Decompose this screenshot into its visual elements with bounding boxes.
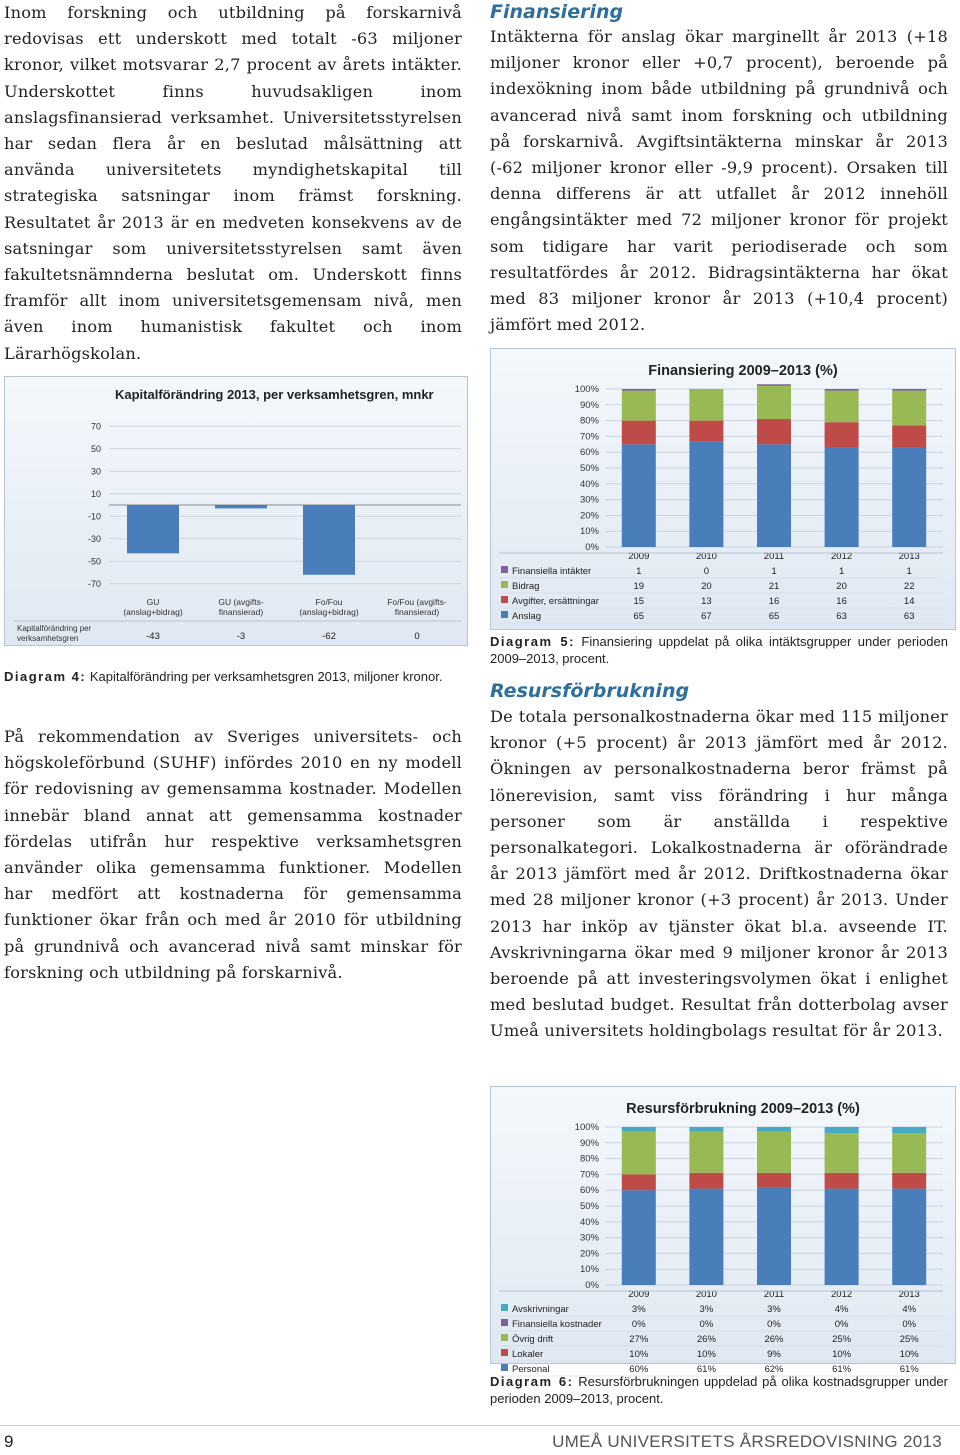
caption-diagram-4 [4, 668, 462, 685]
bar-segment-3-2 [757, 1173, 791, 1187]
data-value-label: -3 [236, 631, 246, 642]
y-tick-label: 30% [579, 494, 599, 506]
chart-title: Finansiering 2009–2013 (%) [648, 363, 838, 379]
y-tick-label: 100% [574, 1122, 599, 1133]
x-category-label: 2012 [831, 1289, 853, 1300]
y-tick-label: 20% [579, 510, 599, 522]
bar-segment-2-4 [892, 425, 926, 447]
table-cell: 10% [899, 1349, 919, 1360]
bar-segment-2-0 [622, 421, 656, 445]
x-category-label: finansierad) [394, 607, 440, 617]
heading-resursforbrukning: Resursförbrukning [490, 680, 690, 702]
caption-diagram-4-text: Kapitalförändring per verksamhetsgren 2013, miljoner kronor. [89, 669, 443, 684]
x-category-label: 2011 [763, 551, 785, 562]
y-tick-label: 80% [579, 415, 599, 427]
caption-diagram-6-text: Resursförbrukningen uppdelad på olika kostnadsgrupper under perioden 2009–2013, procent. [490, 1374, 948, 1406]
table-cell: 19 [633, 581, 645, 592]
y-tick-label: 0% [585, 1280, 599, 1291]
bar-segment-3-2 [757, 444, 791, 547]
bar-segment-2-1 [689, 421, 723, 442]
y-tick-label: 20% [579, 1248, 599, 1260]
x-category-label: 2012 [831, 551, 853, 562]
y-tick-label: 40% [579, 1216, 599, 1228]
bar-segment-3-0 [622, 444, 656, 547]
y-tick-label: 10% [579, 1264, 599, 1276]
chart-title: Resursförbrukning 2009–2013 (%) [626, 1101, 860, 1117]
y-tick-label: 90% [579, 399, 599, 411]
chart-finansiering [490, 348, 956, 630]
y-tick-label: 50% [579, 1201, 599, 1212]
legend-label: Avgifter, ersättningar [512, 596, 599, 607]
bar-segment-3-3 [825, 1173, 859, 1189]
table-cell: 22 [903, 581, 915, 592]
table-cell: 4% [834, 1304, 849, 1315]
table-cell: 63 [836, 611, 847, 622]
table-cell: 1 [838, 566, 845, 577]
table-cell: 3% [699, 1304, 714, 1315]
bar-kapital-0 [127, 505, 179, 553]
table-cell: 60% [629, 1364, 649, 1375]
legend-label: Finansiella kostnader [512, 1319, 602, 1330]
x-category-label: 2011 [763, 1289, 785, 1300]
table-cell: 15 [633, 596, 645, 607]
x-category-label: Fo/Fou (avgifts- [387, 597, 447, 607]
table-cell: 21 [768, 581, 780, 592]
table-cell: 0% [767, 1319, 781, 1330]
table-cell: 63 [903, 611, 915, 622]
bar-segment-2-2 [757, 1132, 791, 1173]
y-tick-label: 100% [574, 384, 599, 395]
y-tick-label: 30 [90, 466, 101, 477]
caption-diagram-6 [490, 1373, 948, 1407]
chart-resurs-svg [491, 1087, 955, 1375]
bar-segment-1-3 [825, 391, 859, 423]
heading-finansiering: Finansiering [490, 1, 624, 23]
chart-resursforbrukning [490, 1086, 956, 1375]
caption-diagram-5 [490, 633, 948, 667]
table-cell: 0% [699, 1319, 714, 1330]
table-cell: 1 [636, 566, 642, 577]
y-tick-label: 50% [579, 463, 599, 474]
bar-segment-3-1 [689, 441, 723, 547]
table-cell: 61% [832, 1364, 852, 1375]
bar-segment-2-3 [825, 1133, 859, 1173]
legend-swatch [501, 596, 508, 603]
caption-diagram-5-label: Diagram 5: [490, 634, 575, 649]
table-cell: 61% [899, 1364, 919, 1375]
y-tick-label: 90% [579, 1137, 599, 1149]
y-tick-label: -50 [87, 556, 101, 567]
legend-label: Övrig drift [512, 1334, 554, 1345]
bar-segment-0-3 [825, 389, 859, 391]
x-category-label: (anslag+bidrag) [299, 607, 359, 617]
bar-segment-0-0 [622, 1127, 656, 1132]
y-tick-label: 50 [90, 443, 101, 454]
bar-segment-1-2 [757, 386, 791, 419]
legend-label: Avskrivningar [512, 1304, 569, 1315]
y-tick-label: 10 [90, 488, 101, 499]
x-category-label: 2010 [695, 551, 717, 562]
table-cell: 65 [768, 611, 780, 622]
legend-label: Anslag [512, 611, 542, 622]
bar-kapital-1 [215, 505, 267, 508]
y-tick-label: -30 [87, 533, 101, 544]
table-cell: 14 [903, 596, 915, 607]
table-cell: 0% [902, 1319, 917, 1330]
table-cell: 26% [764, 1334, 784, 1345]
legend-label: Lokaler [512, 1349, 544, 1360]
bar-segment-1-1 [689, 389, 723, 421]
table-cell: 26% [696, 1334, 716, 1345]
table-cell: 0% [631, 1319, 646, 1330]
y-tick-label: 60% [579, 447, 599, 459]
y-tick-label: 40% [579, 478, 599, 490]
chart-kapitalforandring [4, 376, 468, 646]
table-cell: 10% [629, 1349, 649, 1360]
bar-segment-4-3 [825, 1189, 859, 1285]
x-category-label: GU [146, 597, 160, 607]
legend-label: Bidrag [512, 581, 540, 592]
x-category-label: finansierad) [218, 607, 264, 617]
bar-segment-3-1 [689, 1173, 723, 1189]
bar-segment-0-2 [757, 384, 791, 386]
legend-swatch [501, 1349, 508, 1356]
paragraph-finansiering: Intäkterna för anslag ökar marginellt år 2013 (+18 miljoner kronor eller +0,7 procent), beroende på indexökning inom både utbildning på grundnivå och avancerad nivå samt inom forskning och utbildning på forskarnivå. Avgiftsintäkterna minskar år 2013 (-62 miljoner kronor eller -9,9 procent). Orsaken till denna differens är att utfallet år 2012 innehöll engångsintäkter med 72 miljoner kronor för projekt som tidigare har varit periodiserade och som resultatfördes år 2012. Bidragsintäkterna har ökat med 83 miljoner kronor år 2013 (+10,4 procent) jämfört med 2012. [490, 27, 948, 335]
data-value-label: -62 [322, 631, 336, 642]
paragraph-suhf-model: På rekommendation av Sveriges universitets- och högskoleförbund (SUHF) infördes 2010 en ny modell för redovisning av gemensamma kostnader. Modellen innebär bland annat att gemensamma kostnader fördelas utifrån hur respektive verksamhetsgren använder olika gemensamma funktioner. Modellen har medfört att kostnaderna för gemensamma funktioner ökar från och med år 2010 för utbildning på grundnivå och avancerad nivå samt minskar för forskning och utbildning på forskarnivå. [4, 727, 462, 982]
bar-segment-2-4 [892, 1133, 926, 1173]
y-tick-label: -10 [87, 511, 101, 522]
table-cell: 9% [767, 1349, 781, 1360]
table-cell: 61% [696, 1364, 716, 1375]
bar-segment-4-1 [689, 1189, 723, 1285]
y-tick-label: 70% [579, 431, 599, 443]
page-number: 9 [4, 1432, 14, 1451]
y-tick-label: 30% [579, 1232, 599, 1244]
caption-diagram-4-label: Diagram 4: [4, 669, 87, 684]
legend-label: Finansiella intäkter [512, 566, 592, 577]
data-value-label: -43 [146, 631, 160, 642]
table-cell: 65 [633, 611, 645, 622]
table-cell: 13 [701, 596, 712, 607]
table-cell: 3% [767, 1304, 781, 1315]
table-cell: 3% [631, 1304, 646, 1315]
y-tick-label: 60% [579, 1185, 599, 1197]
bar-segment-4-4 [892, 1189, 926, 1285]
table-cell: 1 [906, 566, 912, 577]
bar-segment-2-1 [689, 1132, 723, 1173]
bar-kapital-2 [303, 505, 355, 575]
bar-segment-4-2 [757, 1187, 791, 1285]
bar-segment-0-2 [757, 1127, 791, 1132]
x-category-label: 2009 [628, 551, 650, 562]
x-category-label: 2013 [898, 551, 920, 562]
table-cell: 4% [902, 1304, 917, 1315]
bar-segment-3-4 [892, 447, 926, 547]
caption-diagram-6-label: Diagram 6: [490, 1374, 574, 1389]
paragraph-capital-change: Inom forskning och utbildning på forskarnivå redovisas ett underskott med totalt -63 miljoner kronor, vilket motsvarar 2,7 procent av årets intäkter. Underskottet finns huvudsakligen inom anslagsfinansierad verksamhet. Universitetsstyrelsen har sedan flera år en beslutad målsättning att använda universitetets myndighetskapital till strategiska satsningar inom främst forskning. Resultatet år 2013 är en medveten konsekvens av de satsningar som universitetsstyrelsen samt även fakultetsnämnderna beslutat om. Underskott finns framför allt inom universitetsgemensam nivå, men även inom humanistisk fakultet och inom Lärarhögskolan. [4, 3, 462, 363]
bar-segment-1-0 [622, 391, 656, 421]
table-cell: 0% [834, 1319, 849, 1330]
x-category-label: 2013 [898, 1289, 920, 1300]
bar-segment-3-4 [892, 1173, 926, 1189]
legend-swatch [501, 1364, 508, 1371]
footer-divider [0, 1425, 960, 1426]
chart-title: Kapitalförändring 2013, per verksamhetsgren, mnkr [115, 387, 434, 402]
legend-swatch [501, 581, 508, 588]
table-row-header: verksamhetsgren [17, 634, 79, 643]
y-tick-label: 80% [579, 1153, 599, 1165]
y-tick-label: 10% [579, 526, 599, 538]
table-cell: 25% [899, 1334, 919, 1345]
bar-segment-2-3 [825, 422, 859, 447]
y-tick-label: 70 [90, 421, 101, 432]
data-value-label: 0 [414, 631, 420, 642]
table-cell: 27% [629, 1334, 649, 1345]
x-category-label: GU (avgifts- [218, 597, 264, 607]
bar-segment-0-3 [825, 1127, 859, 1133]
bar-segment-2-0 [622, 1132, 656, 1175]
chart-finansiering-svg [491, 349, 955, 629]
table-cell: 10% [832, 1349, 852, 1360]
bar-segment-0-0 [622, 389, 656, 391]
table-cell: 67 [701, 611, 712, 622]
table-cell: 20 [701, 581, 712, 592]
legend-swatch [501, 1319, 508, 1326]
table-cell: 0 [703, 566, 710, 577]
x-category-label: 2010 [695, 1289, 717, 1300]
legend-swatch [501, 611, 508, 618]
chart-kapital-svg [5, 377, 467, 645]
legend-swatch [501, 566, 508, 573]
table-cell: 25% [832, 1334, 852, 1345]
table-cell: 16 [768, 596, 780, 607]
bar-segment-2-2 [757, 419, 791, 444]
footer-publication: UMEÅ UNIVERSITETS ÅRSREDOVISNING 2013 [552, 1432, 942, 1451]
bar-segment-4-0 [622, 1190, 656, 1285]
table-row-header: Kapitalförändring per [17, 624, 92, 633]
paragraph-resursforbrukning: De totala personalkostnaderna ökar med 115 miljoner kronor (+5 procent) år 2013 jämfört med år 2012. Ökningen av personalkostnaderna beror främst på lönerevision, samt viss förändring i hur många personer som är anställda i respektive personalkategori. Lokalkostnaderna är oförändrade år 2013 jämfört med år 2012. Driftkostnaderna ökar med 28 miljoner kronor (+3 procent) år 2013. Under 2013 har inköp av tjänster ökat bl.a. avseende IT. Avskrivningarna ökar med 9 miljoner kronor år 2013 beroende på att investeringsvolymen ökat i enlighet med beslutad budget. Resultat från dotterbolag avser Umeå universitets holdingbolags resultat för år 2013. [490, 707, 948, 1041]
legend-label: Personal [512, 1364, 550, 1375]
bar-segment-3-0 [622, 1174, 656, 1190]
table-cell: 10% [696, 1349, 716, 1360]
table-cell: 20 [836, 581, 847, 592]
table-cell: 16 [836, 596, 847, 607]
bar-segment-0-1 [689, 1127, 723, 1132]
legend-swatch [501, 1304, 508, 1311]
caption-diagram-5-text: Finansiering uppdelat på olika intäktsgrupper under perioden 2009–2013, procent. [490, 634, 948, 666]
x-category-label: Fo/Fou [315, 597, 343, 607]
table-cell: 62% [764, 1364, 784, 1375]
bar-segment-3-3 [825, 447, 859, 547]
bar-segment-1-4 [892, 391, 926, 426]
legend-swatch [501, 1334, 508, 1341]
x-category-label: (anslag+bidrag) [123, 607, 183, 617]
y-tick-label: 70% [579, 1169, 599, 1181]
bar-segment-0-4 [892, 1127, 926, 1133]
x-category-label: 2009 [628, 1289, 650, 1300]
bar-segment-0-4 [892, 389, 926, 391]
y-tick-label: 0% [585, 542, 599, 553]
table-cell: 1 [771, 566, 777, 577]
y-tick-label: -70 [87, 578, 101, 589]
